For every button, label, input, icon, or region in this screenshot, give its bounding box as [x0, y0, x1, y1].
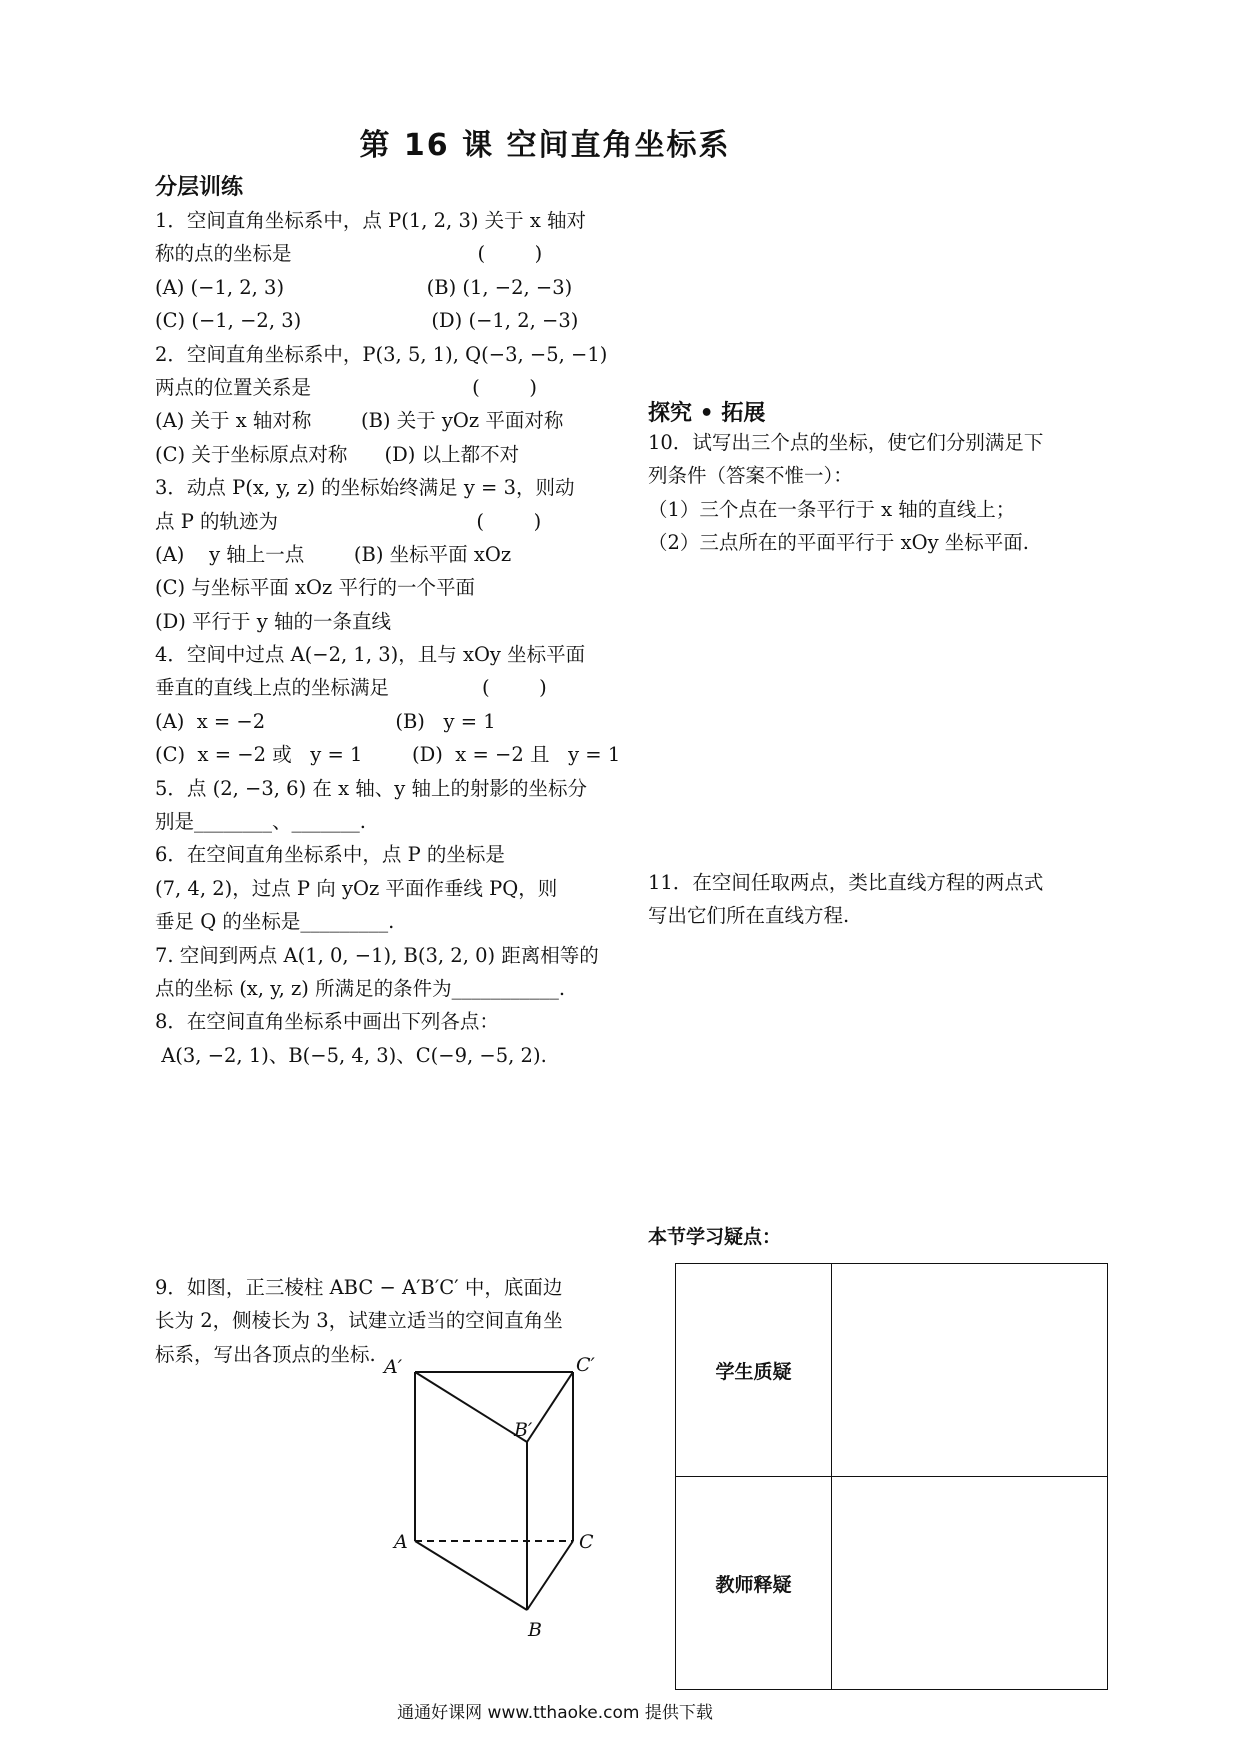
question-line: (C) 与坐标平面 xOz 平行的一个平面 — [155, 576, 475, 600]
question-line: （1）三个点在一条平行于 x 轴的直线上； — [648, 497, 1016, 521]
page-footer — [0, 1698, 1240, 1723]
question-line: (D) 平行于 y 轴的一条直线 — [155, 609, 391, 633]
question-line: 别是________、_______. — [155, 810, 366, 834]
question-line: 垂足 Q 的坐标是_________. — [155, 910, 395, 934]
question-line: 9．如图，正三棱柱 ABC − A′B′C′ 中，底面边 — [155, 1276, 563, 1299]
question-10 — [648, 426, 1118, 560]
question-line: 6．在空间直角坐标系中，点 P 的坐标是 — [155, 843, 505, 867]
question-line: 点 P 的轨迹为 ( ) — [155, 509, 542, 533]
page-title — [0, 120, 1240, 164]
question-line: 3．动点 P(x, y, z) 的坐标始终满足 y = 3，则动 — [155, 476, 575, 500]
label-C: C — [579, 1531, 594, 1553]
page-title-text: 第 16 课 空间直角坐标系 — [359, 128, 731, 163]
label-C-prime: C′ — [576, 1354, 595, 1376]
question-line: 标系，写出各顶点的坐标. — [155, 1342, 376, 1366]
edge-AB — [415, 1541, 527, 1610]
doubt-content-student[interactable] — [832, 1264, 1108, 1477]
label-B: B — [528, 1619, 542, 1641]
question-line: 写出它们所在直线方程. — [648, 904, 850, 928]
question-line: 垂直的直线上点的坐标满足 ( ) — [155, 676, 547, 700]
question-line: 5．点 (2, −3, 6) 在 x 轴、y 轴上的射影的坐标分 — [155, 776, 587, 800]
question-line: (C) (−1, −2, 3) (D) (−1, 2, −3) — [155, 309, 579, 333]
question-line: 11．在空间任取两点，类比直线方程的两点式 — [648, 871, 1044, 894]
doubt-table — [675, 1263, 1108, 1690]
question-line: (A) x = −2 (B) y = 1 — [155, 709, 496, 733]
section-heading-explore: 探究 • 拓展 — [648, 401, 766, 426]
question-line: (A) (−1, 2, 3) (B) (1, −2, −3) — [155, 275, 573, 299]
left-column-questions — [155, 204, 621, 1072]
question-line: 1．空间直角坐标系中，点 P(1, 2, 3) 关于 x 轴对 — [155, 209, 587, 232]
question-line: A(3, −2, 1)、B(−5, 4, 3)、C(−9, −5, 2). — [155, 1043, 547, 1067]
question-line: (C) 关于坐标原点对称 (D) 以上都不对 — [155, 442, 520, 466]
question-11 — [648, 866, 1118, 933]
question-line: 2．空间直角坐标系中，P(3, 5, 1), Q(−3, −5, −1) — [155, 342, 608, 366]
question-line: 7. 空间到两点 A(1, 0, −1), B(3, 2, 0) 距离相等的 — [155, 943, 599, 967]
prism-figure — [384, 1350, 620, 1650]
section-heading-practice: 分层训练 — [155, 175, 244, 200]
edge-BC — [527, 1541, 573, 1610]
label-A-prime: A′ — [384, 1356, 403, 1378]
question-line: 4．空间中过点 A(−2, 1, 3)，且与 xOy 坐标平面 — [155, 643, 586, 667]
doubt-row-student — [676, 1264, 1108, 1477]
question-line: (7, 4, 2)，过点 P 向 yOz 平面作垂线 PQ，则 — [155, 876, 558, 900]
question-line: (A) y 轴上一点 (B) 坐标平面 xOz — [155, 542, 512, 566]
question-line: 长为 2，侧棱长为 3，试建立适当的空间直角坐 — [155, 1309, 563, 1333]
question-line: 10．试写出三个点的坐标，使它们分别满足下 — [648, 431, 1044, 454]
question-line: (C) x = −2 或 y = 1 (D) x = −2 且 y = 1 — [155, 743, 621, 767]
question-line: 点的坐标 (x, y, z) 所满足的条件为___________. — [155, 976, 566, 1000]
doubt-label-teacher: 教师释疑 — [676, 1477, 832, 1690]
label-B-prime: B′ — [514, 1419, 533, 1441]
question-line: 两点的位置关系是 ( ) — [155, 375, 537, 399]
question-line: (A) 关于 x 轴对称 (B) 关于 yOz 平面对称 — [155, 409, 564, 433]
question-line: 8．在空间直角坐标系中画出下列各点： — [155, 1010, 499, 1034]
footer-text: 通通好课网 www.tthaoke.com 提供下载 — [397, 1703, 713, 1723]
doubt-label-student: 学生质疑 — [676, 1264, 832, 1477]
edge-AprimeBprime — [415, 1372, 527, 1442]
doubt-section-title: 本节学习疑点： — [648, 1226, 782, 1248]
doubt-row-teacher — [676, 1477, 1108, 1690]
edge-BprimeCprime — [527, 1372, 573, 1442]
doubt-content-teacher[interactable] — [832, 1477, 1108, 1690]
question-line: 称的点的坐标是 ( ) — [155, 242, 543, 266]
label-A: A — [394, 1531, 408, 1553]
question-line: 列条件（答案不惟一）： — [648, 464, 853, 488]
question-line: （2）三点所在的平面平行于 xOy 坐标平面. — [648, 531, 1030, 555]
